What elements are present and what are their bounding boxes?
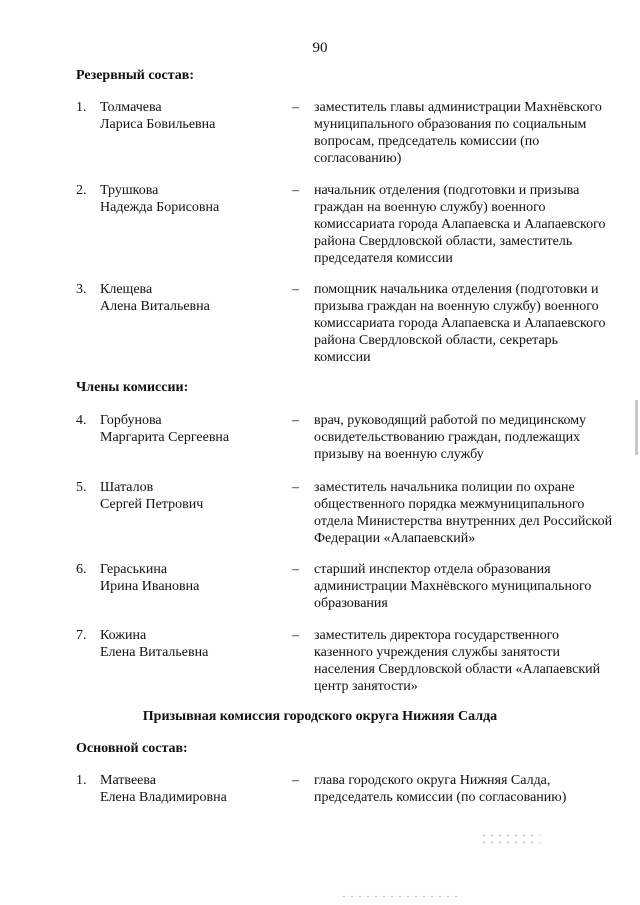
scan-noise <box>340 893 460 901</box>
surname: Матвеева <box>100 773 157 788</box>
surname: Горбунова <box>100 413 162 428</box>
given-name: Ирина Ивановна <box>100 579 200 594</box>
dash: – <box>292 282 299 297</box>
given-name: Маргарита Сергеевна <box>100 430 230 445</box>
position-description: начальник отделения (подготовки и призыва граждан на военную службу) военного комиссариата города Алапаевска и Алапаевского района Свердловской области, заместитель председателя комиссии <box>314 183 606 266</box>
commission-title: Призывная комиссия городского округа Нижняя Салда <box>142 709 498 724</box>
position-description: глава городского округа Нижняя Салда, председатель комиссии (по согласованию) <box>314 773 567 805</box>
surname: Гераськина <box>100 562 168 577</box>
surname: Трушкова <box>100 183 159 198</box>
dash: – <box>292 413 299 428</box>
item-number: 6. <box>76 562 87 577</box>
item-number: 4. <box>76 413 87 428</box>
surname: Клещева <box>100 282 153 297</box>
scan-margin-mark <box>635 400 638 455</box>
position-description: заместитель главы администрации Махнёвского муниципального образования по социальным вопросам, председатель комиссии (по согласованию) <box>314 100 602 166</box>
given-name: Алена Витальевна <box>100 299 210 314</box>
given-name: Надежда Борисовна <box>100 200 220 215</box>
position-description: заместитель начальника полиции по охране общественного порядка межмуниципального отдела Министерства внутренних дел Российской Федерации «Алапаевский» <box>314 480 613 546</box>
person-name <box>100 561 285 595</box>
surname: Кожина <box>100 628 147 643</box>
given-name: Сергей Петрович <box>100 497 204 512</box>
position-description: заместитель директора государственного казенного учреждения службы занятости населения Свердловской области «Алапаевский центр занятости» <box>314 628 601 694</box>
dash: – <box>292 480 299 495</box>
given-name: Елена Витальевна <box>100 645 209 660</box>
item-number: 2. <box>76 183 87 198</box>
main-heading: Основной состав: <box>76 741 188 756</box>
person-name <box>100 412 285 446</box>
surname: Шаталов <box>100 480 154 495</box>
given-name: Елена Владимировна <box>100 790 227 805</box>
item-number: 1. <box>76 100 87 115</box>
person-name <box>100 99 285 133</box>
person-name <box>100 479 285 513</box>
dash: – <box>292 562 299 577</box>
members-heading: Члены комиссии: <box>76 380 189 395</box>
item-number: 7. <box>76 628 87 643</box>
item-number: 1. <box>76 773 87 788</box>
position-description: помощник начальника отделения (подготовки и призыва граждан на военную службу) военного комиссариата города Алапаевска и Алапаевского района Свердловской области, секретарь комиссии <box>314 282 606 365</box>
surname: Толмачева <box>100 100 162 115</box>
page-number: 90 <box>312 40 328 56</box>
item-number: 3. <box>76 282 87 297</box>
position-description: старший инспектор отдела образования администрации Махнёвского муниципального образования <box>314 562 592 611</box>
dash: – <box>292 100 299 115</box>
position-description: врач, руководящий работой по медицинскому освидетельствованию граждан, подлежащих призыву на военную службу <box>314 413 587 462</box>
person-name <box>100 627 285 661</box>
person-name <box>100 281 285 315</box>
dash: – <box>292 773 299 788</box>
person-name <box>100 182 285 216</box>
dash: – <box>292 628 299 643</box>
scan-noise <box>480 832 540 846</box>
person-name <box>100 772 285 806</box>
given-name: Лариса Бовильевна <box>100 117 216 132</box>
dash: – <box>292 183 299 198</box>
reserve-heading: Резервный состав: <box>76 68 195 83</box>
item-number: 5. <box>76 480 87 495</box>
